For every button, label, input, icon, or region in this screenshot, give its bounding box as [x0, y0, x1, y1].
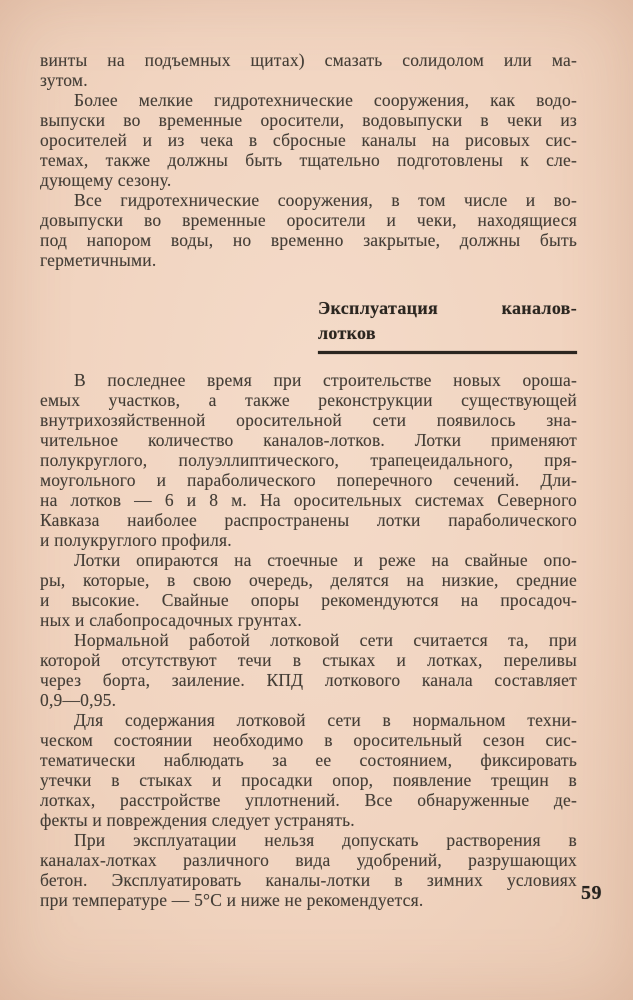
text-line: бетон. Эксплуатировать каналы-лотки в зимних условиях [40, 870, 577, 890]
text-line: внутрихозяйственной оросительной сети появилось зна- [40, 410, 577, 430]
paragraph [40, 90, 577, 190]
text-line: ры, которые, в свою очередь, делятся на низкие, средние [40, 570, 577, 590]
text-line: Более мелкие гидротехнические сооружения, как водо- [74, 90, 577, 110]
text-line: лотках, расстройстве уплотнений. Все обнаруженные де- [40, 790, 577, 810]
text-line: Лотки опираются на стоечные и реже на свайные опо- [74, 550, 577, 570]
text-line: при температуре — 5°С и ниже не рекомендуется. [40, 890, 424, 910]
text-line: тематически наблюдать за ее состоянием, фиксировать [40, 750, 577, 770]
paragraph [40, 550, 577, 630]
text-line: дующему сезону. [40, 170, 172, 190]
page-number: 59 [581, 882, 602, 904]
text-line: моугольного и параболического поперечного сечений. Дли- [40, 470, 577, 490]
text-line: ных и слабопросадочных грунтах. [40, 610, 302, 630]
text-line: которой отсутствуют течи в стыках и лотках, переливы [40, 650, 577, 670]
text-line: Все гидротехнические сооружения, в том числе и во- [74, 190, 577, 210]
body-paragraphs-top [40, 50, 577, 270]
text-line: В последнее время при строительстве новых ороша- [74, 370, 577, 390]
paragraph [40, 370, 577, 550]
text-line: на лотков — 6 и 8 м. На оросительных системах Северного [40, 490, 577, 510]
text-line: темах, также должны быть тщательно подготовлены к сле- [40, 150, 577, 170]
text-line: Кавказа наиболее распространены лотки параболического [40, 510, 577, 530]
text-line: Нормальной работой лотковой сети считается та, при [74, 630, 577, 650]
text-line: каналах-лотках различного вида удобрений, разрушающих [40, 850, 577, 870]
section-heading-line2: лотков [318, 323, 376, 343]
text-line: ческом состоянии необходимо в оросительный сезон сис- [40, 730, 577, 750]
text-line: 0,9—0,95. [40, 690, 117, 710]
section-heading [318, 296, 577, 354]
text-line: герметичными. [40, 250, 157, 270]
text-line: фекты и повреждения следует устранять. [40, 810, 355, 830]
section-heading-line1: Эксплуатация каналов- [318, 298, 577, 318]
text-line: полукруглого, полуэллиптического, трапецеидального, пря- [40, 450, 577, 470]
text-line: зутом. [40, 70, 88, 90]
body-paragraphs-bottom [40, 370, 577, 910]
text-line: оросителей и из чека в сбросные каналы на рисовых сис- [40, 130, 577, 150]
text-line: довыпуски во временные оросители и чеки, находящиеся [40, 210, 577, 230]
text-line: и полукруглого профиля. [40, 530, 232, 550]
text-line: чительное количество каналов-лотков. Лотки применяют [40, 430, 577, 450]
text-line: винты на подъемных щитах) смазать солидолом или ма- [40, 50, 577, 70]
text-line: При эксплуатации нельзя допускать растворения в [74, 830, 577, 850]
text-line: и высокие. Свайные опоры рекомендуются на просадоч- [40, 590, 577, 610]
heading-underline-rule [318, 351, 577, 354]
text-line: емых участков, а также реконструкции существующей [40, 390, 577, 410]
paragraph [40, 630, 577, 710]
text-column [40, 50, 577, 910]
paragraph [40, 50, 577, 90]
paragraph [40, 710, 577, 830]
text-line: через борта, заиление. КПД лоткового канала составляет [40, 670, 577, 690]
paragraph [40, 190, 577, 270]
text-line: выпуски во временные оросители, водовыпуски в чеки из [40, 110, 577, 130]
text-line: Для содержания лотковой сети в нормальном техни- [74, 710, 577, 730]
text-line: под напором воды, но временно закрытые, должны быть [40, 230, 577, 250]
text-line: утечки в стыках и просадки опор, появление трещин в [40, 770, 577, 790]
paragraph [40, 830, 577, 910]
